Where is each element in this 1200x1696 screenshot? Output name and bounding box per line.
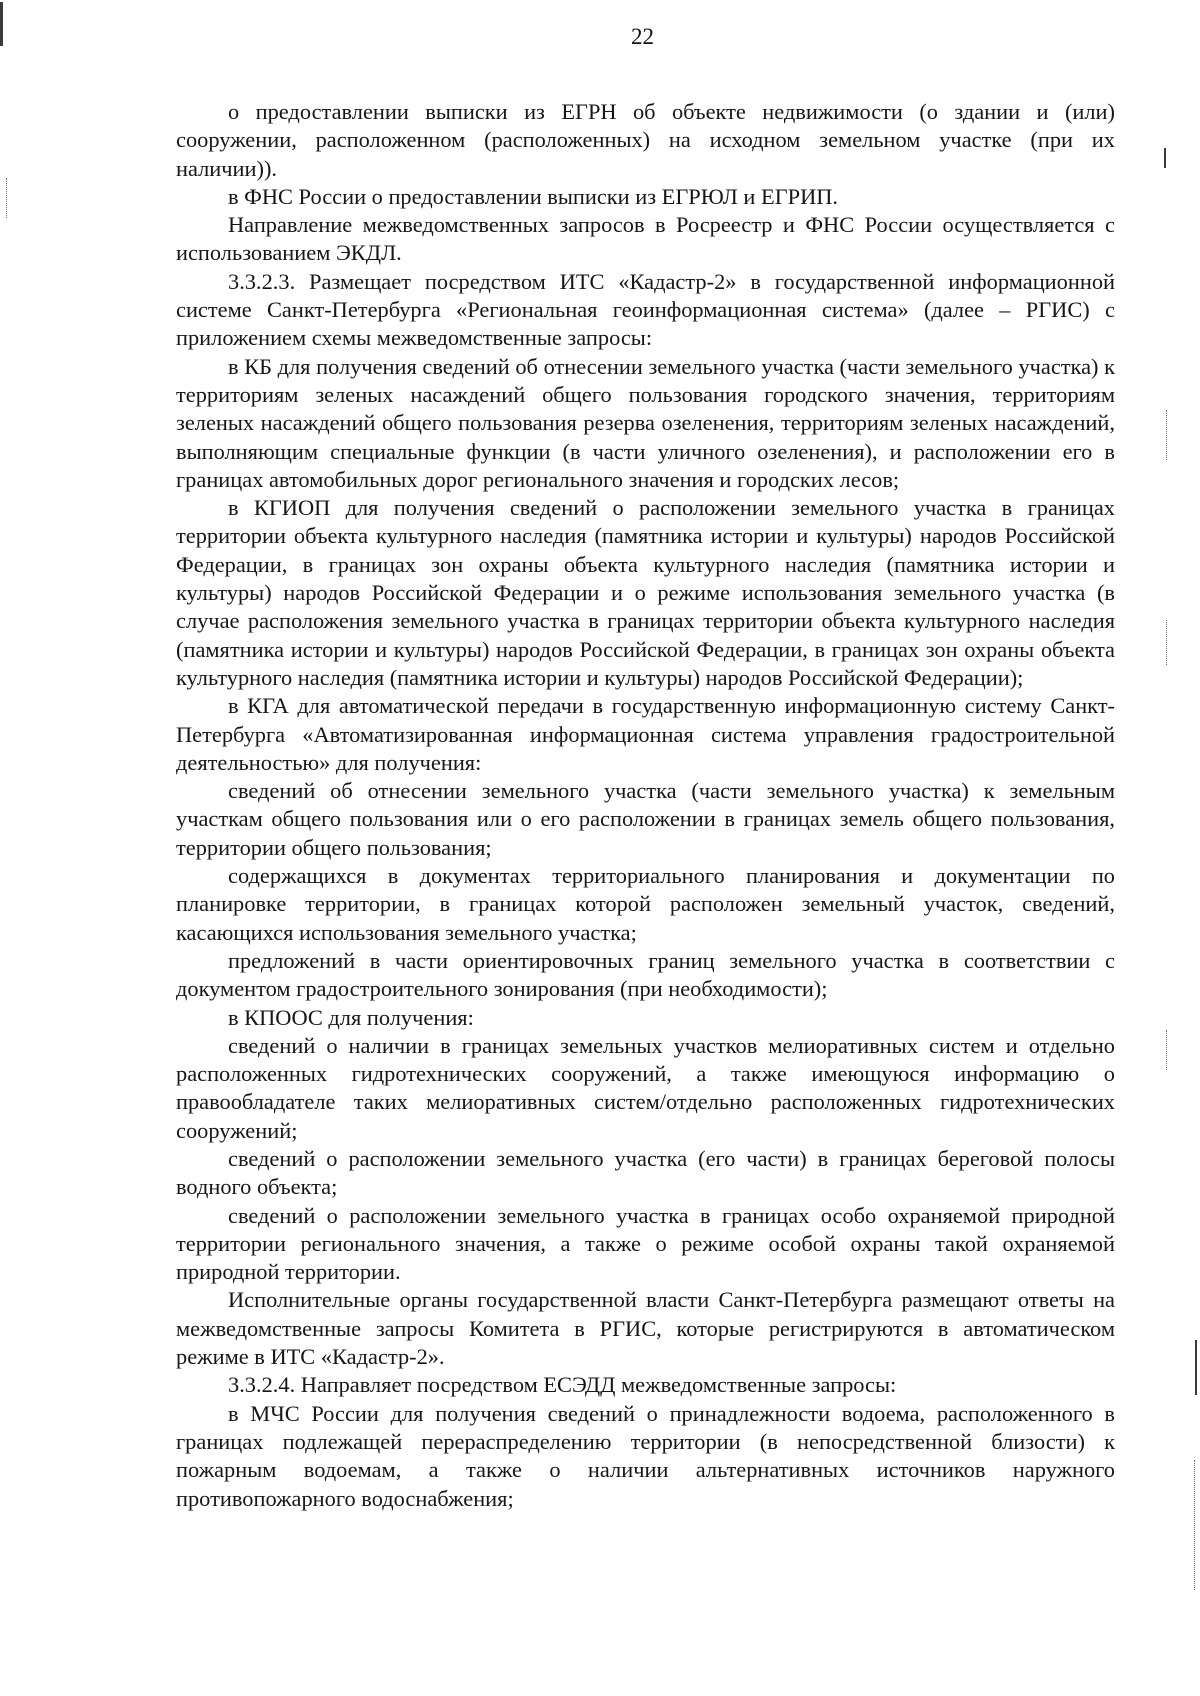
page-number: 22	[631, 24, 654, 49]
paragraph: 3.3.2.4. Направляет посредством ЕСЭДД межведомственные запросы:	[228, 1372, 897, 1398]
paragraph: в ФНС России о предоставлении выписки из ЕГРЮЛ и ЕГРИП.	[228, 183, 839, 209]
paragraph: сведений об отнесении земельного участка (части земельного участка) к земельным участкам общего пользования или о его расположении в границах земель общего пользования, территории общего пользования;	[176, 778, 1115, 860]
paragraph: сведений о расположении земельного участка (его части) в границах береговой полосы водного объекта;	[176, 1145, 1115, 1200]
paragraph: в КГА для автоматической передачи в государственную информационную систему Санкт-Петербурга «Автоматизированная информационная система управления градостроительной деятельностью» для получения:	[176, 693, 1115, 775]
paragraph: 3.3.2.3. Размещает посредством ИТС «Кадастр-2» в государственной информационной системе Санкт-Петербурга «Региональная геоинформационная система» (далее – РГИС) с приложением схемы межведомственные запросы:	[176, 268, 1115, 351]
scan-mark-left-top	[0, 2, 3, 46]
paragraph: в КГИОП для получения сведений о расположении земельного участка в границах территории объекта культурного наследия (памятника истории и культуры) народов Российской Федерации, в границах зон охраны объекта культурного наследия (памятника истории и культуры) народов Российской Федерации и о режиме использования земельного участка (в случае расположения земельного участка в границах территории объекта культурного наследия (памятника истории и культуры) народов Российской Федерации, в границах зон охраны объекта культурного наследия (памятника истории и культуры) народов Российской Федерации);	[176, 495, 1115, 690]
paragraph: предложений в части ориентировочных границ земельного участка в соответствии с документом градостроительного зонирования (при необходимости);	[176, 947, 1115, 1002]
paragraph: в МЧС России для получения сведений о принадлежности водоема, расположенного в границах подлежащей перераспределению территории (в непосредственной близости) к пожарным водоемам, а также о наличии альтернативных источников наружного противопожарного водоснабжения;	[176, 1400, 1115, 1511]
paragraph: Направление межведомственных запросов в Росреестр и ФНС России осуществляется с использованием ЭКДЛ.	[176, 212, 1115, 266]
paragraph: сведений о расположении земельного участка в границах особо охраняемой природной территории регионального значения, а также о режиме особой охраны такой охраняемой природной территории.	[176, 1202, 1115, 1285]
paragraph: в КПООС для получения:	[228, 1004, 474, 1030]
paragraph: сведений о наличии в границах земельных участков мелиоративных систем и отдельно расположенных гидротехнических сооружений, а также имеющуюся информацию о правообладателе таких мелиоративных систем/отдельно расположенных гидротехнических сооружений;	[176, 1032, 1115, 1143]
scan-dots-left	[6, 178, 8, 218]
scan-dots-right	[1166, 1030, 1168, 1070]
scan-mark-right	[1195, 1340, 1197, 1395]
document-body	[176, 98, 1115, 1513]
paragraph: о предоставлении выписки из ЕГРН об объекте недвижимости (о здании и (или) сооружении, расположенном (расположенных) на исходном земельном участке (при их наличии)).	[176, 99, 1115, 181]
scan-dots-right	[1166, 620, 1168, 665]
paragraph: содержащихся в документах территориального планирования и документации по планировке территории, в границах которой расположен земельный участок, сведений, касающихся использования земельного участка;	[176, 863, 1115, 945]
paragraph: в КБ для получения сведений об отнесении земельного участка (части земельного участка) к территориям зеленых насаждений общего пользования городского значения, территориям зеленых насаждений общего пользования резерва озеленения, территориям зеленых насаждений, выполняющим специальные функции (в части уличного озеленения), и расположении его в границах автомобильных дорог регионального значения и городских лесов;	[176, 353, 1115, 492]
scan-dots-right	[1194, 1460, 1196, 1590]
scan-mark-right	[1164, 148, 1166, 168]
paragraph: Исполнительные органы государственной власти Санкт-Петербурга размещают ответы на межведомственные запросы Комитета в РГИС, которые регистрируются в автоматическом режиме в ИТС «Кадастр-2».	[176, 1287, 1115, 1370]
scan-dots-right	[1166, 410, 1168, 460]
